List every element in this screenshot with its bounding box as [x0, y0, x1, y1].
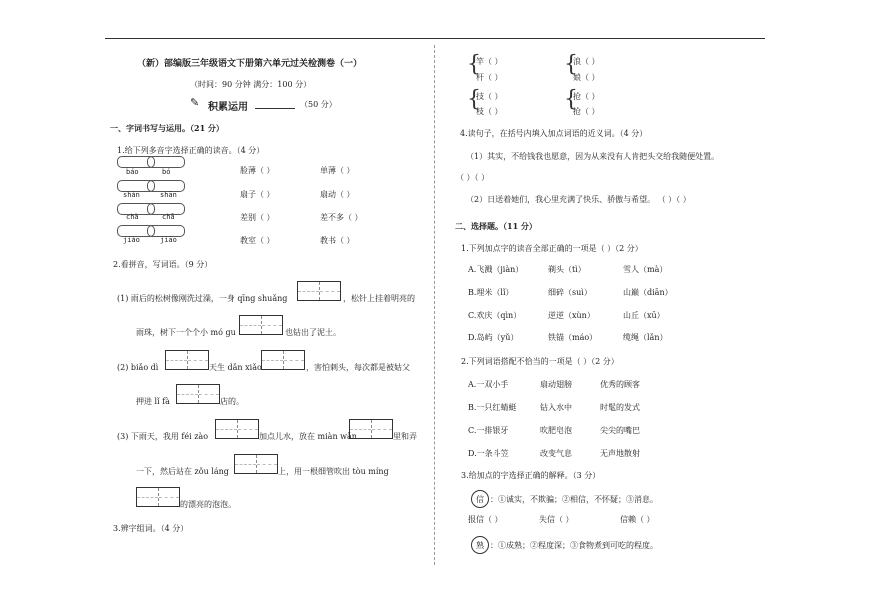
option: 改变气息 — [540, 449, 572, 458]
pinyin-option: chà — [126, 213, 139, 221]
brace: { — [467, 87, 481, 112]
column-divider — [434, 45, 435, 565]
sentence-text: 一下，然后站在 zǒu láng — [136, 467, 229, 476]
page-title: （新）部编版三年级语文下册第六单元过关检测卷（一） — [137, 59, 363, 69]
word-blank[interactable]: 教书（ ） — [320, 236, 355, 245]
word-blank[interactable]: 差别（ ） — [240, 213, 275, 222]
word-blank[interactable]: 脸薄（ ） — [240, 166, 275, 175]
sentence-text: 店的。 — [220, 397, 244, 406]
option[interactable]: B.埋米（lǐ） — [468, 288, 514, 297]
option: 时髦的发式 — [600, 403, 640, 412]
word-blank[interactable]: 扇子（ ） — [240, 190, 275, 199]
char-pair[interactable]: 技（ ） — [476, 92, 503, 101]
option: 尖尖的嘴巴 — [600, 426, 640, 435]
sentence-text: ，松针上挂着明亮的 — [343, 294, 415, 303]
char-pair[interactable]: 枝（ ） — [476, 107, 503, 116]
sentence-text: (1) 雨后的松树像刚洗过澡，一身 qīng shuǎng — [117, 294, 288, 303]
char-pair[interactable]: 杆（ ） — [476, 73, 503, 82]
choice-question-2: 2.下列词语搭配不恰当的一项是（ ）（2 分） — [461, 357, 619, 366]
word-blank[interactable]: 信赖（ ） — [620, 515, 655, 524]
brace: { — [467, 52, 481, 77]
option[interactable]: A.飞溅（jiàn） — [468, 265, 524, 274]
writing-grid[interactable] — [136, 487, 180, 507]
word-blank[interactable]: 单薄（ ） — [320, 166, 355, 175]
option[interactable]: D.一条斗笠 — [468, 449, 509, 458]
word-blank[interactable]: 失信（ ） — [539, 515, 574, 524]
answer-blank[interactable]: （ ）（ ） — [456, 173, 490, 182]
section-banner: 积累运用 — [208, 102, 248, 113]
pinyin-option: shàn — [123, 191, 140, 199]
sentence-text: 里和弄 — [393, 432, 417, 441]
option: 细碎（suì） — [548, 288, 592, 297]
writing-grid[interactable] — [239, 315, 283, 335]
writing-grid[interactable] — [297, 281, 341, 301]
option: 山丘（xū） — [623, 311, 665, 320]
pinyin-option: shān — [160, 191, 177, 199]
sentence-text: 雨珠，树下一个个小 mó gu — [136, 328, 236, 337]
writing-grid[interactable] — [261, 350, 305, 370]
brace: { — [564, 87, 578, 112]
pinyin-option: báo — [126, 168, 139, 176]
option: 扇动翅膀 — [540, 380, 572, 389]
writing-grid[interactable] — [215, 419, 259, 439]
char-pair[interactable]: 娘（ ） — [573, 73, 600, 82]
sentence-text: 押进 lǐ fà — [136, 397, 170, 406]
section-2-heading: 二、选择题。（11 分） — [455, 221, 537, 231]
banner-underline — [255, 108, 295, 109]
writing-grid[interactable] — [176, 384, 220, 404]
option[interactable]: D.岛屿（yǔ） — [468, 333, 519, 342]
question-2: 2.看拼音，写词语。（9 分） — [113, 260, 213, 269]
pinyin-option: jiào — [123, 236, 140, 244]
option: 剃头（tì） — [548, 265, 586, 274]
sentence-text: 加点儿水，放在 miàn wǎn — [259, 432, 357, 441]
definition-text: ：①诚实，不欺骗；②相信，不怀疑；③消息。 — [490, 495, 658, 504]
top-rule — [105, 38, 765, 39]
option: 铁锚（máo） — [548, 333, 598, 342]
sentence-text: ，害怕刺头，每次都是被姑父 — [306, 363, 410, 372]
writing-grid[interactable] — [349, 419, 393, 439]
option: 雪人（mà） — [623, 265, 668, 274]
sentence-text: 也钻出了泥土。 — [285, 328, 341, 337]
word-blank[interactable]: 报信（ ） — [468, 515, 503, 524]
sentence-text: （1）其实，不给钱我也愿意，因为从来没有人肯把头交给我随便处置。 — [466, 152, 720, 161]
writing-grid[interactable] — [165, 350, 209, 370]
option: 钻入水中 — [540, 403, 572, 412]
option: 缆绳（lǎn） — [623, 333, 668, 342]
option: 优秀的顾客 — [600, 380, 640, 389]
sentence-text: 天生 dǎn xiǎo — [209, 363, 262, 372]
option: 山巅（diān） — [623, 288, 673, 297]
option[interactable]: C.欢庆（qìn） — [468, 311, 522, 320]
sentence-text: (2) biǎo dì — [117, 363, 159, 372]
sentence-text: (3) 下雨天，我用 féi zào — [117, 432, 209, 441]
char-pair[interactable]: 竿（ ） — [476, 57, 503, 66]
pinyin-bubble — [147, 156, 185, 168]
choice-question-1: 1.下列加点字的读音全部正确的一项是（ ）（2 分） — [461, 244, 643, 253]
question-4: 4.读句子，在括号内填入加点词语的近义词。（4 分） — [460, 129, 648, 138]
char-pair[interactable]: 抢（ ） — [573, 92, 600, 101]
sentence-text: （2）日送着她们，我心里充满了快乐、骄傲与希望。 （ ）（ ） — [466, 195, 691, 204]
brace: { — [564, 52, 578, 77]
definition-text: ：①成熟；②程度深；③食物煮到可吃的程度。 — [490, 541, 658, 550]
pinyin-option: bó — [162, 168, 171, 176]
pinyin-option: chā — [162, 213, 175, 221]
shu-char-circle: 熟 — [471, 536, 489, 554]
char-pair[interactable]: 浪（ ） — [573, 57, 600, 66]
banner-score: （50 分） — [300, 100, 337, 109]
time-info: （时间：90 分钟 满分：100 分） — [190, 80, 312, 89]
pencil-icon: ✎ — [190, 96, 200, 109]
word-blank[interactable]: 差不多（ ） — [320, 213, 363, 222]
word-blank[interactable]: 教室（ ） — [240, 236, 275, 245]
xin-char-circle: 信 — [471, 490, 489, 508]
writing-grid[interactable] — [234, 454, 278, 474]
option[interactable]: A.一双小手 — [468, 380, 509, 389]
word-blank[interactable]: 扇动（ ） — [320, 190, 355, 199]
pinyin-option: jiāo — [160, 236, 177, 244]
question-1: 1.给下列多音字选择正确的读音。（4 分） — [117, 146, 265, 155]
char-pair[interactable]: 抢（ ） — [573, 107, 600, 116]
option[interactable]: B.一只红蜻蜓 — [468, 403, 517, 412]
option: 逆逆（xùn） — [548, 311, 595, 320]
option[interactable]: C.一排银牙 — [468, 426, 509, 435]
option: 无声地散射 — [600, 449, 640, 458]
sentence-text: 上，用一根细管吹出 tòu míng — [278, 467, 389, 476]
sentence-text: 的漂亮的泡泡。 — [180, 500, 236, 509]
option: 吹肥皂泡 — [540, 426, 572, 435]
question-3: 3.辨字组词。（4 分） — [113, 524, 189, 533]
choice-question-3: 3.给加点的字选择正确的解释。（3 分） — [461, 471, 601, 480]
section-1-heading: 一、字词书写与运用。（21 分） — [110, 123, 224, 133]
